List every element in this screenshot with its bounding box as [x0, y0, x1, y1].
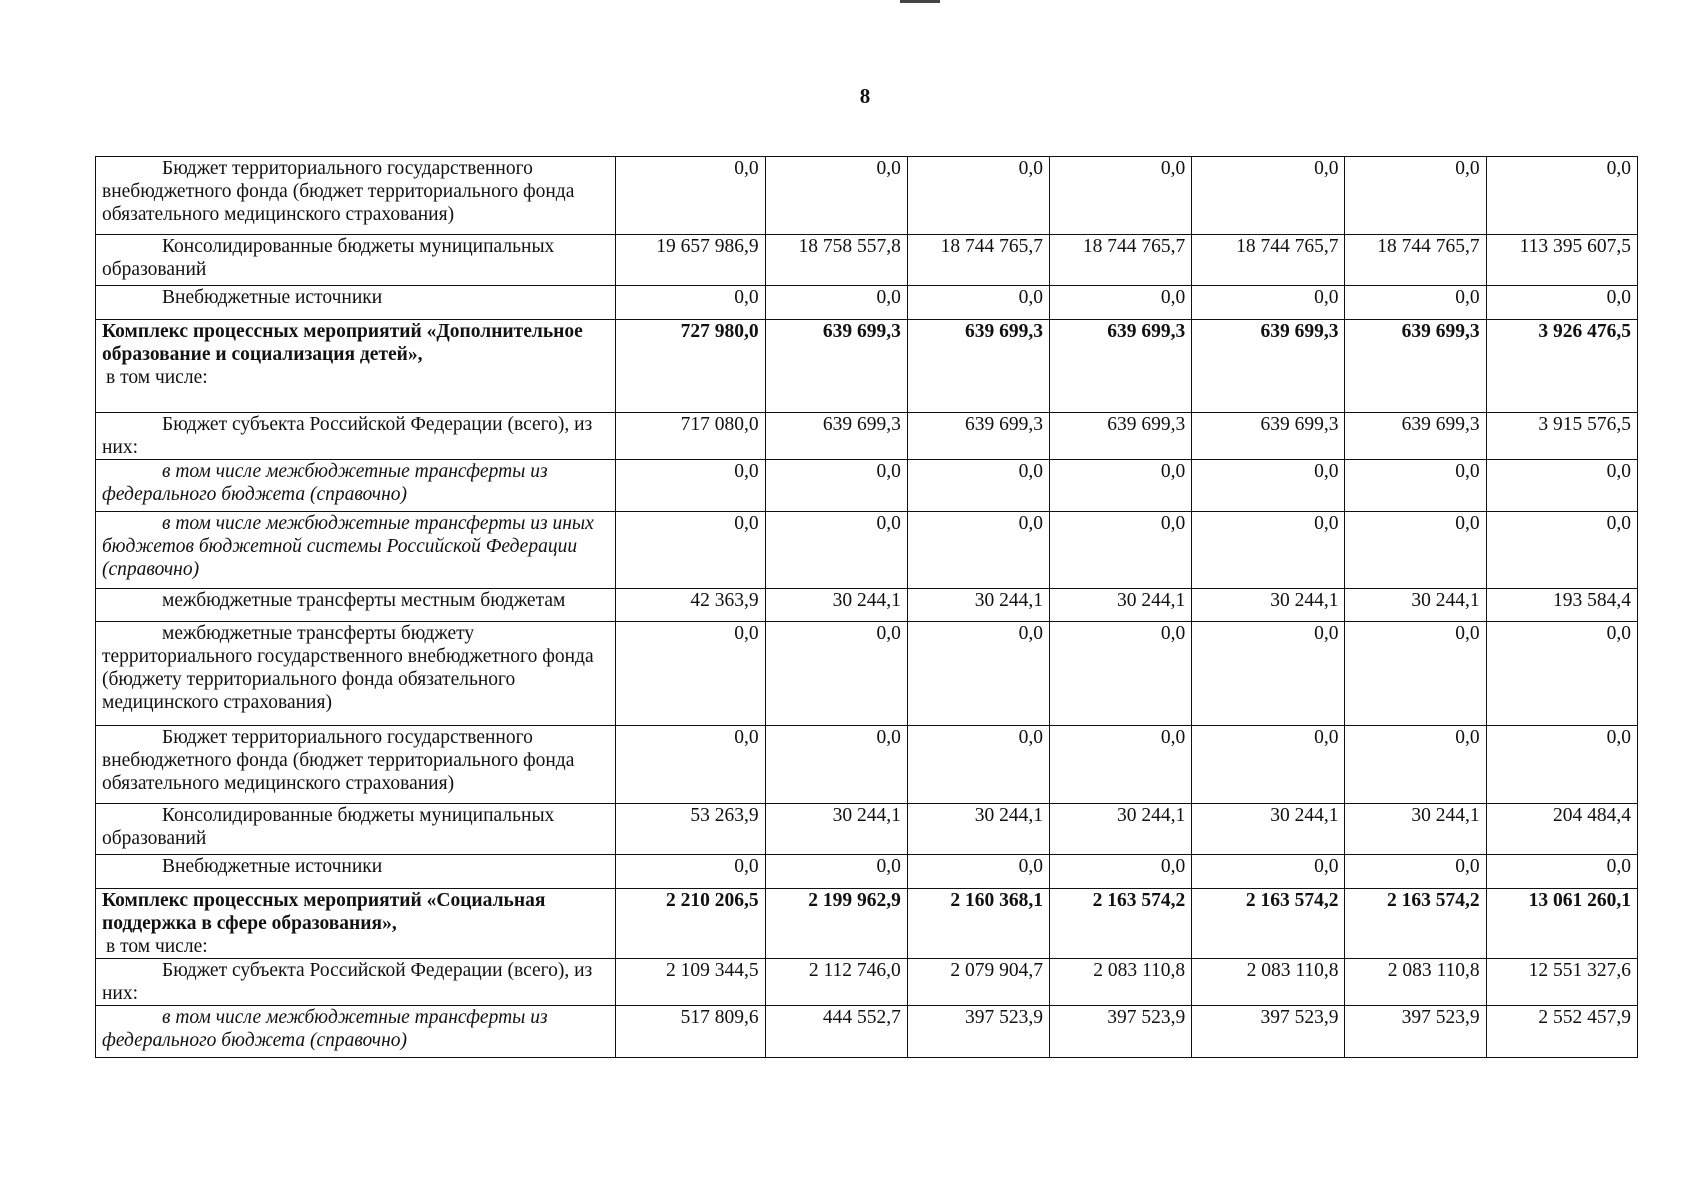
cell-value: 444 552,7	[765, 1006, 907, 1058]
cell-value: 639 699,3	[1192, 413, 1345, 460]
row-label: Комплекс процессных мероприятий «Дополнительное образование и социализация детей», в том числе:	[96, 320, 616, 413]
row-label: межбюджетные трансферты бюджету территориального государственного внебюджетного фонда (бюджету территориального фонда обязательного медицинского страхования)	[96, 622, 616, 726]
cell-value: 639 699,3	[1192, 320, 1345, 413]
row-sublabel: в том числе:	[106, 936, 208, 957]
cell-value: 30 244,1	[907, 589, 1049, 622]
row-label: в том числе межбюджетные трансферты из федерального бюджета (справочно)	[96, 1006, 616, 1058]
row-label: Консолидированные бюджеты муниципальных образований	[96, 804, 616, 855]
cell-value: 0,0	[1192, 622, 1345, 726]
cell-value: 0,0	[907, 726, 1049, 804]
cell-value: 639 699,3	[765, 320, 907, 413]
cell-value: 0,0	[1486, 157, 1637, 235]
cell-value: 19 657 986,9	[616, 235, 765, 286]
cell-value: 397 523,9	[1192, 1006, 1345, 1058]
cell-value: 12 551 327,6	[1486, 959, 1637, 1006]
row-label: Консолидированные бюджеты муниципальных образований	[96, 235, 616, 286]
table-row	[96, 622, 1638, 726]
cell-value: 30 244,1	[1050, 589, 1192, 622]
cell-value: 113 395 607,5	[1486, 235, 1637, 286]
cell-value: 639 699,3	[907, 320, 1049, 413]
cell-value: 0,0	[616, 512, 765, 589]
cell-value: 639 699,3	[1050, 413, 1192, 460]
cell-value: 397 523,9	[1050, 1006, 1192, 1058]
table-row	[96, 320, 1638, 413]
cell-value: 2 079 904,7	[907, 959, 1049, 1006]
cell-value: 18 744 765,7	[907, 235, 1049, 286]
cell-value: 0,0	[1192, 286, 1345, 320]
cell-value: 0,0	[616, 726, 765, 804]
row-label: Бюджет территориального государственного внебюджетного фонда (бюджет территориального фонда обязательного медицинского страхования)	[96, 157, 616, 235]
cell-value: 2 083 110,8	[1192, 959, 1345, 1006]
cell-value: 639 699,3	[1345, 320, 1486, 413]
cell-value: 639 699,3	[907, 413, 1049, 460]
cell-value: 727 980,0	[616, 320, 765, 413]
cell-value: 3 926 476,5	[1486, 320, 1637, 413]
cell-value: 0,0	[1050, 622, 1192, 726]
cell-value: 0,0	[907, 512, 1049, 589]
cell-value: 0,0	[1192, 726, 1345, 804]
cell-value: 0,0	[1345, 157, 1486, 235]
cell-value: 30 244,1	[1192, 804, 1345, 855]
cell-value: 0,0	[616, 460, 765, 512]
cell-value: 0,0	[765, 622, 907, 726]
cell-value: 0,0	[1050, 726, 1192, 804]
cell-value: 18 758 557,8	[765, 235, 907, 286]
cell-value: 0,0	[1050, 460, 1192, 512]
table-row	[96, 959, 1638, 1006]
cell-value: 0,0	[1486, 855, 1637, 889]
cell-value: 0,0	[1345, 512, 1486, 589]
cell-value: 397 523,9	[907, 1006, 1049, 1058]
cell-value: 2 552 457,9	[1486, 1006, 1637, 1058]
cell-value: 193 584,4	[1486, 589, 1637, 622]
cell-value: 2 163 574,2	[1192, 889, 1345, 959]
cell-value: 18 744 765,7	[1192, 235, 1345, 286]
table-row	[96, 855, 1638, 889]
cell-value: 639 699,3	[1050, 320, 1192, 413]
table-row	[96, 589, 1638, 622]
cell-value: 0,0	[765, 460, 907, 512]
row-label: Бюджет территориального государственного внебюджетного фонда (бюджет территориального фонда обязательного медицинского страхования)	[96, 726, 616, 804]
cell-value: 0,0	[907, 460, 1049, 512]
row-label: в том числе межбюджетные трансферты из иных бюджетов бюджетной системы Российской Федерации (справочно)	[96, 512, 616, 589]
cell-value: 0,0	[1345, 286, 1486, 320]
cell-value: 0,0	[1192, 157, 1345, 235]
cell-value: 2 160 368,1	[907, 889, 1049, 959]
cell-value: 0,0	[1050, 286, 1192, 320]
cell-value: 0,0	[1050, 855, 1192, 889]
row-sublabel: в том числе:	[106, 367, 208, 388]
row-label: в том числе межбюджетные трансферты из федерального бюджета (справочно)	[96, 460, 616, 512]
cell-value: 0,0	[1345, 855, 1486, 889]
row-label: Бюджет субъекта Российской Федерации (всего), из них:	[96, 413, 616, 460]
table-row	[96, 804, 1638, 855]
cell-value: 397 523,9	[1345, 1006, 1486, 1058]
cell-value: 42 363,9	[616, 589, 765, 622]
cell-value: 30 244,1	[1345, 804, 1486, 855]
cell-value: 2 199 962,9	[765, 889, 907, 959]
table-row	[96, 889, 1638, 959]
cell-value: 30 244,1	[1192, 589, 1345, 622]
table-row	[96, 460, 1638, 512]
cell-value: 13 061 260,1	[1486, 889, 1637, 959]
cell-value: 30 244,1	[1345, 589, 1486, 622]
cell-value: 0,0	[1486, 512, 1637, 589]
cell-value: 0,0	[765, 855, 907, 889]
cell-value: 2 083 110,8	[1050, 959, 1192, 1006]
cell-value: 0,0	[907, 622, 1049, 726]
cell-value: 2 109 344,5	[616, 959, 765, 1006]
cell-value: 0,0	[765, 726, 907, 804]
cell-value: 0,0	[616, 855, 765, 889]
cell-value: 0,0	[616, 622, 765, 726]
cell-value: 717 080,0	[616, 413, 765, 460]
cell-value: 0,0	[1345, 726, 1486, 804]
cell-value: 0,0	[616, 157, 765, 235]
cell-value: 0,0	[1192, 512, 1345, 589]
cell-value: 0,0	[1486, 726, 1637, 804]
cell-value: 0,0	[765, 157, 907, 235]
table-row	[96, 512, 1638, 589]
cell-value: 0,0	[1192, 855, 1345, 889]
cell-value: 53 263,9	[616, 804, 765, 855]
cell-value: 0,0	[1345, 460, 1486, 512]
cell-value: 30 244,1	[1050, 804, 1192, 855]
cell-value: 0,0	[907, 855, 1049, 889]
table-row	[96, 286, 1638, 320]
table-row	[96, 413, 1638, 460]
cell-value: 0,0	[1486, 622, 1637, 726]
page-number: 8	[859, 84, 871, 108]
table-row	[96, 235, 1638, 286]
cell-value: 0,0	[1486, 460, 1637, 512]
cell-value: 0,0	[1192, 460, 1345, 512]
cell-value: 0,0	[616, 286, 765, 320]
row-label: Внебюджетные источники	[96, 286, 616, 320]
cell-value: 639 699,3	[1345, 413, 1486, 460]
cell-value: 0,0	[1345, 622, 1486, 726]
cell-value: 18 744 765,7	[1050, 235, 1192, 286]
cell-value: 2 083 110,8	[1345, 959, 1486, 1006]
row-label: Бюджет субъекта Российской Федерации (всего), из них:	[96, 959, 616, 1006]
cell-value: 30 244,1	[765, 804, 907, 855]
cell-value: 18 744 765,7	[1345, 235, 1486, 286]
row-label: межбюджетные трансферты местным бюджетам	[96, 589, 616, 622]
cell-value: 2 163 574,2	[1345, 889, 1486, 959]
cell-value: 204 484,4	[1486, 804, 1637, 855]
cell-value: 0,0	[1050, 157, 1192, 235]
cell-value: 0,0	[907, 157, 1049, 235]
row-label: Комплекс процессных мероприятий «Социальная поддержка в сфере образования», в том числе:	[96, 889, 616, 959]
table-row	[96, 1006, 1638, 1058]
cell-value: 2 210 206,5	[616, 889, 765, 959]
cell-value: 0,0	[765, 286, 907, 320]
cell-value: 0,0	[1486, 286, 1637, 320]
cell-value: 2 112 746,0	[765, 959, 907, 1006]
cell-value: 2 163 574,2	[1050, 889, 1192, 959]
cell-value: 30 244,1	[907, 804, 1049, 855]
cell-value: 3 915 576,5	[1486, 413, 1637, 460]
row-label: Внебюджетные источники	[96, 855, 616, 889]
table-row	[96, 726, 1638, 804]
cell-value: 0,0	[765, 512, 907, 589]
cell-value: 30 244,1	[765, 589, 907, 622]
page-top-mark	[900, 0, 940, 3]
budget-table	[95, 156, 1638, 1058]
table-row	[96, 157, 1638, 235]
cell-value: 517 809,6	[616, 1006, 765, 1058]
cell-value: 0,0	[907, 286, 1049, 320]
cell-value: 639 699,3	[765, 413, 907, 460]
cell-value: 0,0	[1050, 512, 1192, 589]
